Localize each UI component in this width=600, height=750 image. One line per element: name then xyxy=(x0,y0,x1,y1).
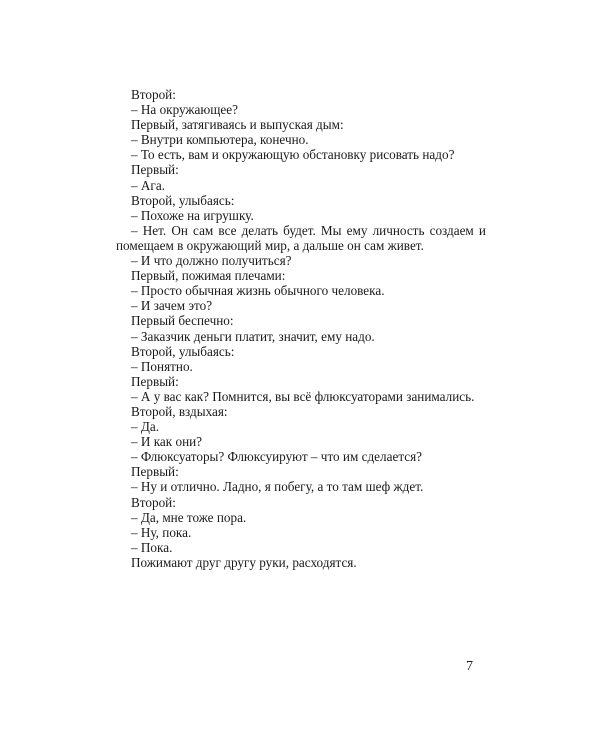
paragraph: – Ага. xyxy=(131,177,165,193)
paragraph: – Просто обычная жизнь обычного человека. xyxy=(131,283,385,299)
paragraph: – Пока. xyxy=(131,539,173,555)
paragraph: – Ну и отлично. Ладно, я побегу, а то там шеф ждет. xyxy=(131,479,424,495)
paragraph: Первый: xyxy=(131,162,179,178)
paragraph: – И что должно получиться? xyxy=(131,253,292,269)
paragraph: – На окружающее? xyxy=(131,102,238,118)
paragraph: Пожимают друг другу руки, расходятся. xyxy=(131,554,357,570)
paragraph: Первый: xyxy=(131,373,179,389)
paragraph: Первый, затягиваясь и выпуская дым: xyxy=(131,117,344,133)
dialogue-text xyxy=(116,87,486,570)
paragraph: – И зачем это? xyxy=(131,298,213,314)
paragraph: Первый беспечно: xyxy=(131,313,234,329)
paragraph: Второй, улыбаясь: xyxy=(131,343,235,359)
paragraph: – Похоже на игрушку. xyxy=(131,207,254,223)
paragraph: – Понятно. xyxy=(131,358,193,374)
paragraph: Второй: xyxy=(131,87,176,102)
page-number: 7 xyxy=(466,659,473,674)
paragraph: – Флюксуаторы? Флюксуируют – что им сделается? xyxy=(131,449,423,465)
paragraph: Первый, пожимая плечами: xyxy=(131,268,286,284)
paragraph: – Нет. Он сам все делать будет. Мы ему личность создаем и помещаем в окружающий мир, а дальше он сам живет. xyxy=(116,222,486,253)
paragraph: – Да. xyxy=(131,419,160,435)
paragraph: – А у вас как? Помнится, вы всё флюксуаторами занимались. xyxy=(131,388,475,404)
paragraph: – Ну, пока. xyxy=(131,524,192,540)
paragraph: – Да, мне тоже пора. xyxy=(131,509,247,525)
paragraph: – То есть, вам и окружающую обстановку рисовать надо? xyxy=(131,147,455,163)
paragraph: Второй, вздыхая: xyxy=(131,403,228,419)
paragraph: Второй, улыбаясь: xyxy=(131,192,235,208)
paragraph: – Внутри компьютера, конечно. xyxy=(131,132,309,148)
paragraph: Второй: xyxy=(131,494,176,510)
paragraph: – Заказчик деньги платит, значит, ему надо. xyxy=(131,328,375,344)
paragraph: – И как они? xyxy=(131,434,203,450)
paragraph: Первый: xyxy=(131,464,179,480)
